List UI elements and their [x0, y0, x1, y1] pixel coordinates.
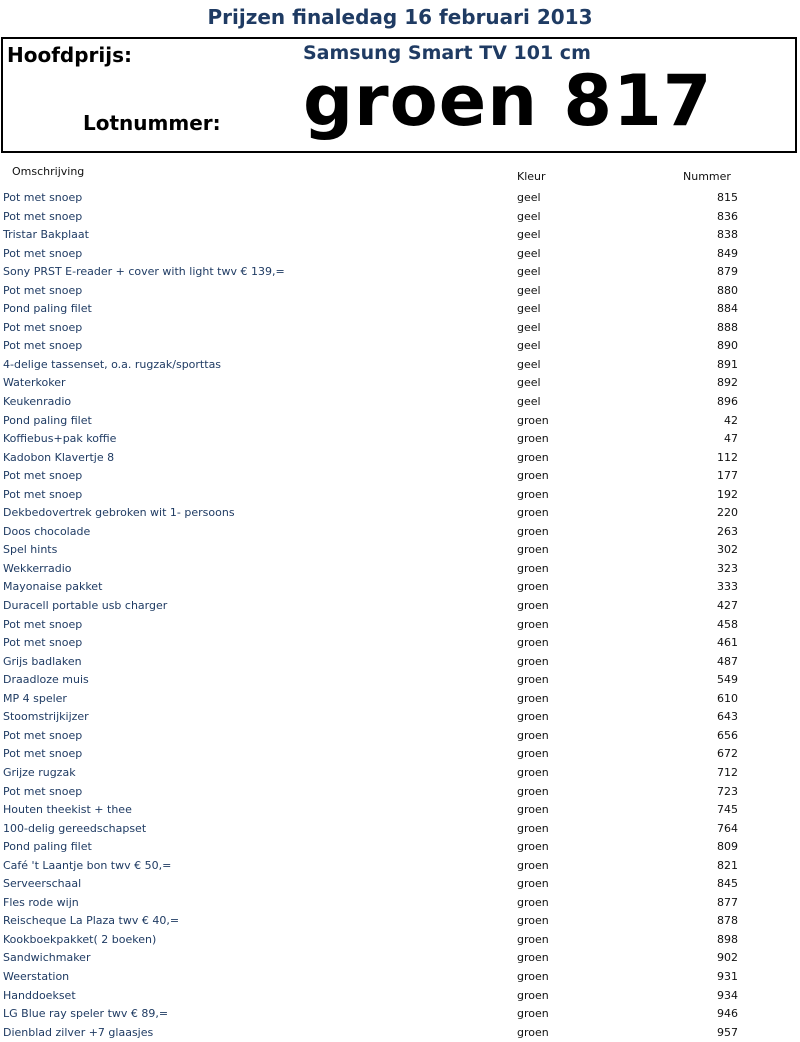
prize-number: 192 [717, 487, 738, 501]
table-row [0, 820, 800, 839]
prize-color: geel [517, 395, 541, 409]
main-prize-box [1, 37, 797, 153]
prize-description: Pot met snoep [3, 320, 83, 334]
table-row [0, 949, 800, 968]
prize-color: groen [517, 803, 549, 817]
table-row [0, 523, 800, 542]
table-row [0, 356, 800, 375]
prize-color: groen [517, 580, 549, 594]
prize-color: groen [517, 747, 549, 761]
table-row [0, 894, 800, 913]
table-row [0, 634, 800, 653]
prize-description: 4-delige tassenset, o.a. rugzak/sporttas [3, 357, 222, 371]
prize-color: groen [517, 1007, 549, 1021]
prize-description: Grijs badlaken [3, 654, 82, 668]
table-row [0, 931, 800, 950]
prize-table [0, 189, 800, 1042]
prize-color: groen [517, 636, 549, 650]
table-row [0, 912, 800, 931]
prize-description: Kadobon Klavertje 8 [3, 450, 115, 464]
prize-description: Pot met snoep [3, 246, 83, 260]
table-row [0, 838, 800, 857]
prize-number: 838 [717, 228, 738, 242]
table-row [0, 282, 800, 301]
table-row [0, 541, 800, 560]
prize-number: 879 [717, 265, 738, 279]
prize-description: Mayonaise pakket [3, 580, 103, 594]
table-row [0, 374, 800, 393]
prize-number: 672 [717, 747, 738, 761]
prize-description: Sony PRST E-reader + cover with light twv € 139,= [3, 265, 285, 279]
prize-color: geel [517, 283, 541, 297]
table-row [0, 189, 800, 208]
prize-color: groen [517, 432, 549, 446]
main-prize-label: Hoofdprijs: [7, 43, 133, 67]
prize-description: Pot met snoep [3, 784, 83, 798]
prize-color: groen [517, 914, 549, 928]
table-row [0, 467, 800, 486]
table-row [0, 449, 800, 468]
prize-color: groen [517, 673, 549, 687]
prize-number: 610 [717, 691, 738, 705]
prize-color: groen [517, 932, 549, 946]
prize-color: geel [517, 228, 541, 242]
prize-number: 323 [717, 561, 738, 575]
prize-color: geel [517, 376, 541, 390]
prize-description: Pot met snoep [3, 339, 83, 353]
table-row [0, 263, 800, 282]
prize-number: 42 [724, 413, 738, 427]
prize-color: groen [517, 487, 549, 501]
prize-number: 892 [717, 376, 738, 390]
prize-color: groen [517, 506, 549, 520]
table-row [0, 875, 800, 894]
prize-description: Dekbedovertrek gebroken wit 1- persoons [3, 506, 235, 520]
prize-color: groen [517, 561, 549, 575]
prize-color: groen [517, 840, 549, 854]
prize-description: LG Blue ray speler twv € 89,= [3, 1007, 169, 1021]
prize-number: 302 [717, 543, 738, 557]
prize-color: geel [517, 320, 541, 334]
prize-description: Houten theekist + thee [3, 803, 132, 817]
table-row [0, 783, 800, 802]
prize-description: Kookboekpakket( 2 boeken) [3, 932, 157, 946]
prize-color: geel [517, 265, 541, 279]
prize-description: Duracell portable usb charger [3, 599, 168, 613]
prize-color: groen [517, 728, 549, 742]
prize-description: 100-delig gereedschapset [3, 821, 147, 835]
table-row [0, 690, 800, 709]
prize-number: 764 [717, 821, 738, 835]
table-row [0, 1024, 800, 1042]
prize-number: 849 [717, 246, 738, 260]
prize-number: 931 [717, 969, 738, 983]
page-title: Prijzen finaledag 16 februari 2013 [207, 5, 593, 29]
prize-description: Pot met snoep [3, 209, 83, 223]
prize-description: MP 4 speler [3, 691, 67, 705]
prize-description: Café 't Laantje bon twv € 50,= [3, 858, 172, 872]
table-row [0, 412, 800, 431]
prize-number: 884 [717, 302, 738, 316]
column-header-color: Kleur [517, 170, 546, 183]
table-row [0, 300, 800, 319]
prize-description: Waterkoker [3, 376, 66, 390]
table-row [0, 616, 800, 635]
prize-color: groen [517, 1025, 549, 1039]
table-row [0, 226, 800, 245]
prize-number: 112 [717, 450, 738, 464]
prize-number: 487 [717, 654, 738, 668]
prize-number: 461 [717, 636, 738, 650]
prize-description: Pond paling filet [3, 413, 92, 427]
prize-description: Reischeque La Plaza twv € 40,= [3, 914, 180, 928]
table-row [0, 987, 800, 1006]
prize-number: 643 [717, 710, 738, 724]
lot-number-label: Lotnummer: [83, 111, 221, 135]
table-row [0, 337, 800, 356]
prize-description: Dienblad zilver +7 glaasjes [3, 1025, 154, 1039]
prize-number: 333 [717, 580, 738, 594]
prize-color: groen [517, 784, 549, 798]
prize-number: 712 [717, 765, 738, 779]
prize-description: Stoomstrijkijzer [3, 710, 89, 724]
prize-description: Pot met snoep [3, 728, 83, 742]
prize-number: 880 [717, 283, 738, 297]
prize-number: 902 [717, 951, 738, 965]
prize-description: Weerstation [3, 969, 70, 983]
prize-number: 946 [717, 1007, 738, 1021]
column-header-description: Omschrijving [12, 165, 85, 178]
prize-color: groen [517, 710, 549, 724]
prize-number: 896 [717, 395, 738, 409]
prize-number: 815 [717, 191, 738, 204]
prize-description: Pot met snoep [3, 191, 83, 204]
prize-color: groen [517, 877, 549, 891]
prize-color: groen [517, 450, 549, 464]
prize-description: Pot met snoep [3, 469, 83, 483]
table-row [0, 708, 800, 727]
prize-number: 220 [717, 506, 738, 520]
prize-number: 549 [717, 673, 738, 687]
prize-color: groen [517, 988, 549, 1002]
prize-color: groen [517, 617, 549, 631]
prize-description: Serveerschaal [3, 877, 82, 891]
prize-description: Doos chocolade [3, 524, 91, 538]
prize-color: geel [517, 191, 541, 204]
prize-number: 878 [717, 914, 738, 928]
table-row [0, 597, 800, 616]
prize-number: 263 [717, 524, 738, 538]
prize-description: Koffiebus+pak koffie [3, 432, 117, 446]
prize-number: 888 [717, 320, 738, 334]
prize-color: groen [517, 469, 549, 483]
prize-description: Spel hints [3, 543, 58, 557]
prize-description: Pond paling filet [3, 840, 92, 854]
prize-description: Pond paling filet [3, 302, 92, 316]
table-row [0, 801, 800, 820]
prize-color: groen [517, 969, 549, 983]
prize-description: Pot met snoep [3, 747, 83, 761]
prize-color: groen [517, 858, 549, 872]
table-row [0, 560, 800, 579]
prize-number: 891 [717, 357, 738, 371]
prize-number: 745 [717, 803, 738, 817]
table-row [0, 578, 800, 597]
prize-color: geel [517, 246, 541, 260]
prize-number: 934 [717, 988, 738, 1002]
prize-number: 890 [717, 339, 738, 353]
table-row [0, 1005, 800, 1024]
prize-description: Sandwichmaker [3, 951, 91, 965]
prize-number: 845 [717, 877, 738, 891]
prize-color: groen [517, 654, 549, 668]
table-row [0, 504, 800, 523]
table-row [0, 208, 800, 227]
prize-color: groen [517, 543, 549, 557]
prize-color: groen [517, 524, 549, 538]
table-row [0, 671, 800, 690]
prize-number: 809 [717, 840, 738, 854]
prize-description: Tristar Bakplaat [3, 228, 89, 242]
prize-description: Wekkerradio [3, 561, 72, 575]
prize-description: Pot met snoep [3, 283, 83, 297]
prize-color: groen [517, 951, 549, 965]
lot-number-value: groen 817 [303, 60, 713, 142]
table-row [0, 764, 800, 783]
table-row [0, 727, 800, 746]
prize-number: 427 [717, 599, 738, 613]
table-row [0, 857, 800, 876]
prize-color: groen [517, 691, 549, 705]
table-row [0, 319, 800, 338]
prize-description: Handdoekset [3, 988, 76, 1002]
prize-description: Pot met snoep [3, 617, 83, 631]
prize-number: 458 [717, 617, 738, 631]
column-header-number: Nummer [683, 170, 731, 183]
table-row [0, 968, 800, 987]
table-row [0, 745, 800, 764]
prize-number: 723 [717, 784, 738, 798]
prize-description: Pot met snoep [3, 487, 83, 501]
prize-description: Grijze rugzak [3, 765, 76, 779]
prize-number: 821 [717, 858, 738, 872]
prize-number: 957 [717, 1025, 738, 1039]
prize-description: Pot met snoep [3, 636, 83, 650]
prize-number: 836 [717, 209, 738, 223]
prize-number: 877 [717, 895, 738, 909]
prize-description: Draadloze muis [3, 673, 89, 687]
table-row [0, 486, 800, 505]
prize-color: geel [517, 302, 541, 316]
prize-color: groen [517, 895, 549, 909]
prize-number: 47 [724, 432, 738, 446]
main-prize-name: Samsung Smart TV 101 cm [303, 42, 591, 64]
prize-number: 656 [717, 728, 738, 742]
table-row [0, 393, 800, 412]
prize-color: groen [517, 413, 549, 427]
table-row [0, 653, 800, 672]
prize-color: groen [517, 599, 549, 613]
prize-color: geel [517, 357, 541, 371]
prize-description: Fles rode wijn [3, 895, 79, 909]
prize-number: 898 [717, 932, 738, 946]
prize-description: Keukenradio [3, 395, 72, 409]
prize-color: groen [517, 821, 549, 835]
table-row [0, 245, 800, 264]
prize-color: geel [517, 209, 541, 223]
prize-color: groen [517, 765, 549, 779]
table-row [0, 430, 800, 449]
prize-color: geel [517, 339, 541, 353]
prize-number: 177 [717, 469, 738, 483]
